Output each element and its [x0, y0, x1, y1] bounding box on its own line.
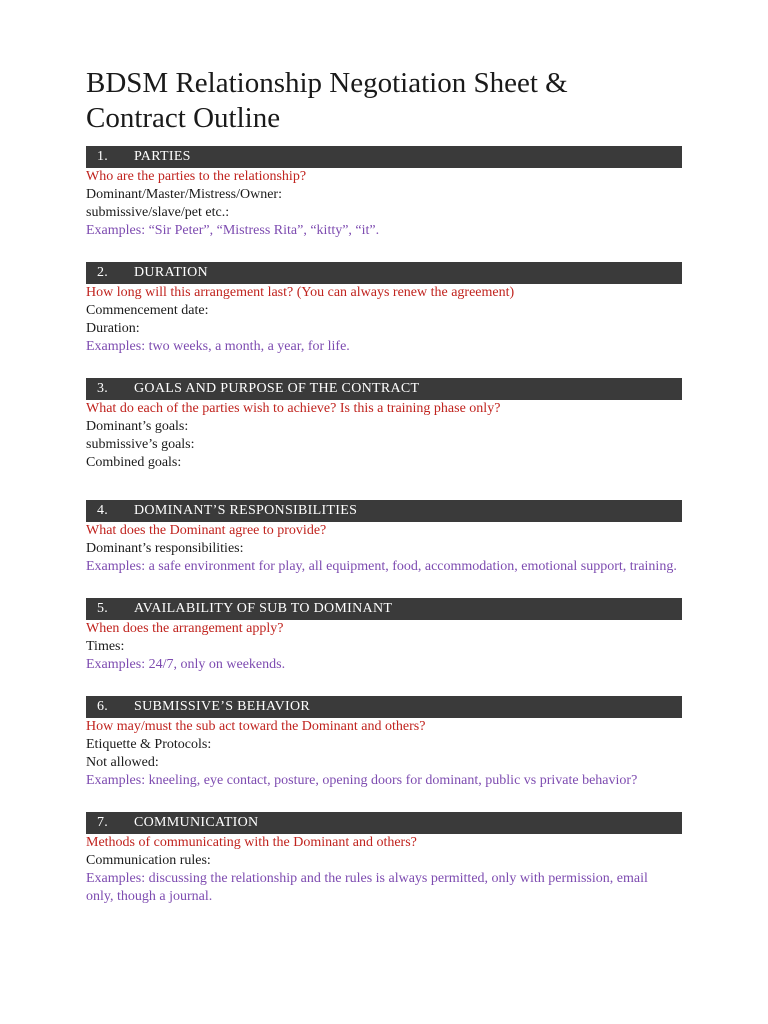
section-number: 2. — [97, 265, 109, 280]
section-heading: AVAILABILITY OF SUB TO DOMINANT — [134, 601, 393, 616]
section-dominant-responsibilities — [86, 500, 682, 576]
section-examples: Examples: kneeling, eye contact, posture, opening doors for dominant, public vs private behavior? — [86, 773, 638, 788]
section-heading: COMMUNICATION — [134, 815, 259, 830]
section-number: 5. — [97, 601, 109, 616]
section-question: How may/must the sub act toward the Dominant and others? — [86, 719, 426, 734]
section-number: 4. — [97, 503, 109, 518]
section-question: Methods of communicating with the Dominant and others? — [86, 835, 417, 850]
section-header-bar — [86, 812, 682, 834]
section-header-bar — [86, 378, 682, 400]
section-number: 1. — [97, 149, 109, 164]
section-availability — [86, 598, 682, 674]
section-question: Who are the parties to the relationship? — [86, 169, 307, 184]
section-number: 3. — [97, 381, 109, 396]
document-title-line-2: Contract Outline — [86, 102, 281, 134]
field-label: Dominant/Master/Mistress/Owner: — [86, 187, 282, 202]
section-heading: DURATION — [134, 265, 208, 280]
field-label: Communication rules: — [86, 853, 211, 868]
field-label: Etiquette & Protocols: — [86, 737, 212, 752]
field-label: Commencement date: — [86, 303, 209, 318]
section-number: 6. — [97, 699, 109, 714]
section-heading: PARTIES — [134, 149, 191, 164]
section-submissive-behavior — [86, 696, 682, 790]
field-label: Not allowed: — [86, 755, 159, 770]
section-header-bar — [86, 262, 682, 284]
section-examples: Examples: a safe environment for play, all equipment, food, accommodation, emotional support, training. — [86, 559, 677, 574]
section-header-bar — [86, 598, 682, 620]
section-heading: SUBMISSIVE’S BEHAVIOR — [134, 699, 311, 714]
section-question: How long will this arrangement last? (You can always renew the agreement) — [86, 285, 515, 300]
section-question: When does the arrangement apply? — [86, 621, 284, 636]
document-page — [86, 0, 682, 906]
document-title — [86, 66, 682, 136]
section-examples: Examples: “Sir Peter”, “Mistress Rita”, “kitty”, “it”. — [86, 223, 380, 238]
section-examples: Examples: discussing the relationship and the rules is always permitted, only with permission, email only, though a journal. — [86, 871, 648, 904]
section-parties — [86, 146, 682, 240]
section-heading: GOALS AND PURPOSE OF THE CONTRACT — [134, 381, 420, 396]
section-question: What do each of the parties wish to achieve? Is this a training phase only? — [86, 401, 501, 416]
section-header-bar — [86, 146, 682, 168]
field-label: Dominant’s goals: — [86, 419, 189, 434]
field-label: submissive’s goals: — [86, 437, 195, 452]
section-heading: DOMINANT’S RESPONSIBILITIES — [134, 503, 358, 518]
section-duration — [86, 262, 682, 356]
field-label: Dominant’s responsibilities: — [86, 541, 244, 556]
field-label: submissive/slave/pet etc.: — [86, 205, 230, 220]
field-label: Duration: — [86, 321, 140, 336]
section-header-bar — [86, 696, 682, 718]
section-examples: Examples: 24/7, only on weekends. — [86, 657, 286, 672]
field-label: Combined goals: — [86, 455, 182, 470]
section-examples: Examples: two weeks, a month, a year, for life. — [86, 339, 350, 354]
section-header-bar — [86, 500, 682, 522]
section-number: 7. — [97, 815, 109, 830]
section-communication — [86, 812, 682, 906]
document-title-line-1: BDSM Relationship Negotiation Sheet & — [86, 67, 568, 99]
section-question: What does the Dominant agree to provide? — [86, 523, 327, 538]
section-goals — [86, 378, 682, 472]
field-label: Times: — [86, 639, 125, 654]
